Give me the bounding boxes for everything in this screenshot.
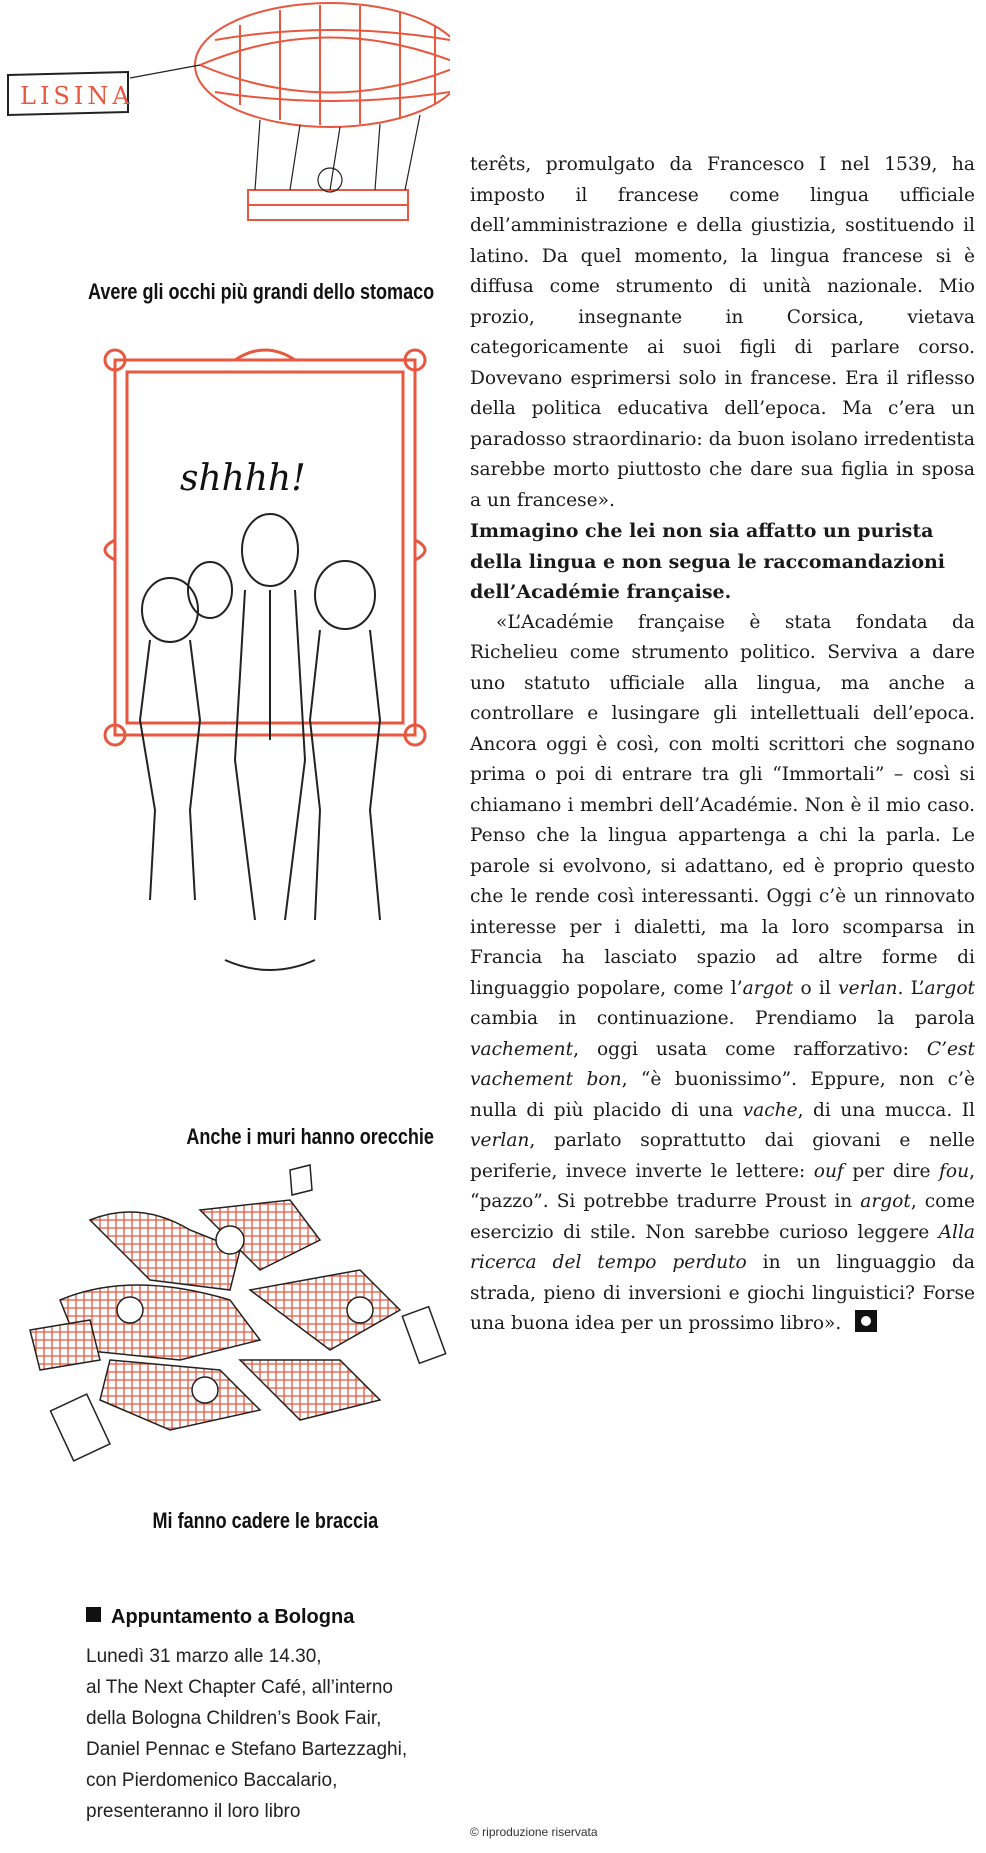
event-line: presenteranno il loro libro bbox=[86, 1801, 301, 1822]
caption-3: Mi fanno cadere le braccia bbox=[152, 1508, 378, 1533]
text-run: , parlato soprattutto dai giovani e nelle periferie, invece inverte le lettere: bbox=[470, 1130, 975, 1182]
event-box-text bbox=[86, 1641, 446, 1827]
balloon-banner-text: LISINA bbox=[20, 82, 134, 110]
text-run: «L’Académie française è stata fondata da Richelieu come strumento politico. Serviva a dare uno statuto ufficiale alla lingua, ma anche a controllare e lusingare gli intellettuali dell’epoca. Ancora oggi è così, con molti scrittori che sognano prima o poi di entrare tra gli “Immortali” – così si chiamano i membri dell’Académie. Non è il mio caso. Penso che la lingua appartenga a chi la parla. Le parole si evolvono, si adattano, ed è proprio questo che le rende così interessanti. Oggi c’è un rinnovato interesse per i dialetti, ma la loro scomparsa in Francia ha lasciato spazio ad altre forme di linguaggio popolare, come l’ bbox=[470, 611, 975, 999]
square-bullet-icon bbox=[86, 1607, 101, 1622]
text-run: cambia in continuazione. Prendiamo la parola bbox=[470, 1008, 975, 1029]
caption-1: Avere gli occhi più grandi dello stomaco bbox=[87, 279, 434, 304]
framed-children-illustration bbox=[95, 340, 435, 1040]
text-run: , “è buonissimo”. Eppure, non c’è nulla di più placido di una bbox=[470, 1069, 975, 1121]
italic-term: argot bbox=[860, 1191, 911, 1212]
italic-term: argot bbox=[924, 977, 975, 999]
article-paragraph-2 bbox=[470, 608, 975, 1340]
italic-term: Alla ricerca del tempo perduto bbox=[470, 1221, 975, 1273]
end-of-article-icon bbox=[855, 1310, 877, 1332]
event-line: al The Next Chapter Café, all’interno bbox=[86, 1677, 393, 1698]
airship-illustration bbox=[0, 0, 450, 240]
event-line: Daniel Pennac e Stefano Bartezzaghi, bbox=[86, 1739, 408, 1760]
fallen-people-illustration bbox=[0, 1160, 450, 1470]
italic-term: argot bbox=[742, 977, 794, 999]
italic-term: vachement bbox=[470, 1038, 574, 1060]
text-run: , oggi usata come rafforzativo: bbox=[573, 1038, 927, 1060]
copyright-notice: © riproduzione riservata bbox=[470, 1825, 598, 1839]
italic-term: fou bbox=[939, 1160, 970, 1182]
text-run: , “pazzo”. Si potrebbe tradurre Proust in bbox=[470, 1160, 975, 1212]
italic-term: ouf bbox=[813, 1160, 844, 1182]
event-box-heading bbox=[86, 1606, 354, 1629]
illustration-column bbox=[0, 0, 450, 1853]
italic-term: verlan bbox=[470, 1130, 530, 1151]
event-line: con Pierdomenico Baccalario, bbox=[86, 1770, 338, 1791]
text-run: , come esercizio di stile. Non sarebbe curioso leggere bbox=[470, 1191, 975, 1243]
caption-2: Anche i muri hanno orecchie bbox=[186, 1124, 434, 1149]
italic-term: verlan bbox=[838, 977, 898, 999]
italic-term: C’est vachement bon bbox=[470, 1038, 975, 1090]
article-paragraph-1: terêts, promulgato da Francesco I nel 1539, ha imposto il francese come lingua ufficiale dell’amministrazione e della giustizia, sostituendo il latino. Da quel momento, la lingua francese si è diffusa come strumento di unità nazionale. Mio prozio, insegnante in Corsica, vietava categoricamente ai suoi figli di parlare corso. Dovevano esprimersi solo in francese. Era il riflesso della politica educativa dell’epoca. Ma c’era un paradosso straordinario: da buon isolano irredentista sarebbe morto piuttosto che dare sua figlia in sposa a un francese». bbox=[470, 154, 975, 511]
text-run: . L’ bbox=[897, 977, 925, 999]
speech-text: shhhh! bbox=[180, 458, 306, 499]
text-run: per dire bbox=[843, 1160, 940, 1182]
event-line: della Bologna Children’s Book Fair, bbox=[86, 1708, 382, 1729]
interview-question: Immagino che lei non sia affatto un purista della lingua e non segua le raccomandazioni dell’Académie française. bbox=[470, 520, 946, 603]
text-run: , di una mucca. Il bbox=[797, 1099, 975, 1121]
article-column bbox=[470, 150, 975, 1340]
event-line: Lunedì 31 marzo alle 14.30, bbox=[86, 1646, 322, 1667]
italic-term: vache bbox=[742, 1099, 798, 1121]
text-run: o il bbox=[793, 977, 839, 999]
text-run: in un linguaggio da strada, pieno di inversioni e giochi linguistici? Forse una buona idea per un prossimo libro». bbox=[470, 1252, 975, 1334]
event-heading-text: Appuntamento a Bologna bbox=[111, 1606, 355, 1628]
